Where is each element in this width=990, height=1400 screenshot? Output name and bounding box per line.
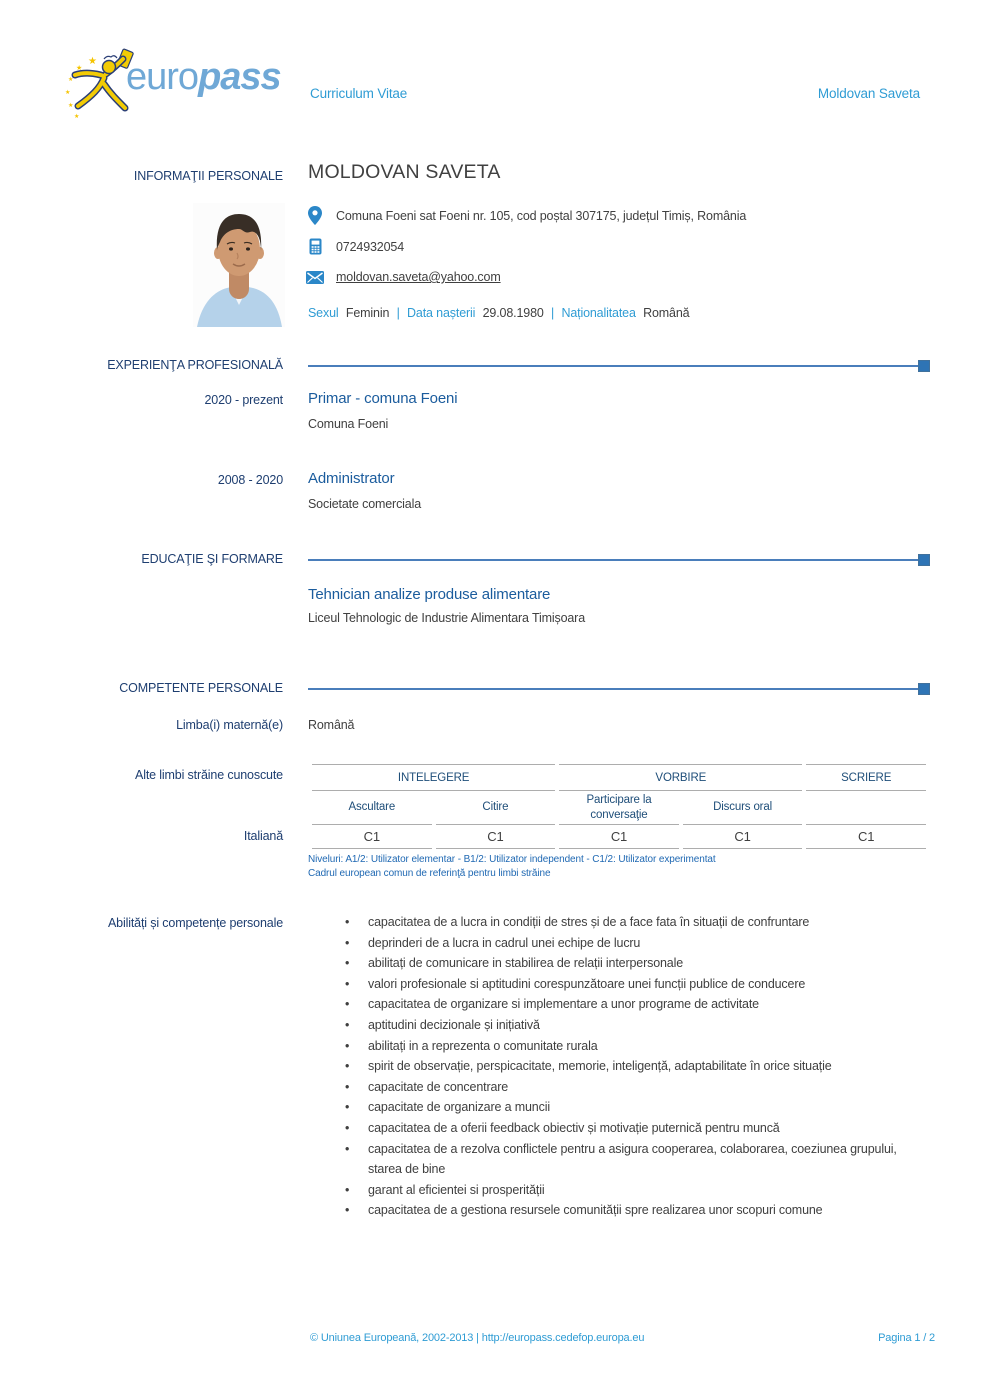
address-text: Comuna Foeni sat Foeni nr. 105, cod poștal 307175, județul Timiș, România <box>336 209 747 223</box>
email-link[interactable]: moldovan.saveta@yahoo.com <box>336 270 501 284</box>
birth-date-label: Data nașterii <box>407 306 476 320</box>
skill-item: • abilitați de comunicare in stabilirea de relații interpersonale <box>308 953 933 974</box>
mother-tongue-label: Limba(i) maternă(e) <box>176 718 283 732</box>
language-skills-table <box>308 764 930 849</box>
education-organization: Liceul Tehnologic de Industrie Alimentara Timișoara <box>308 611 585 625</box>
rule-end-square <box>918 683 930 695</box>
europass-logo-text <box>126 56 281 99</box>
rule-line <box>308 559 918 561</box>
sub-header-listening: Ascultare <box>312 791 432 825</box>
section-rule <box>308 683 930 695</box>
footer-copyright: © Uniunea Europeană, 2002-2013 | http://europass.cedefop.europa.eu <box>310 1332 645 1344</box>
mother-tongue-value: Română <box>308 718 355 732</box>
group-header-speaking: VORBIRE <box>559 764 802 791</box>
skill-item: • capacitatea de a gestiona resursele comunității spre realizarea unor scopuri comune <box>308 1200 933 1221</box>
skill-item: • abilitați in a reprezenta o comunitate rurala <box>308 1036 933 1057</box>
skills-label: Abilități și competențe personale <box>107 916 283 930</box>
skill-item: • capacitate de concentrare <box>308 1077 933 1098</box>
level-cell: C1 <box>683 825 803 849</box>
skill-item: • capacitatea de organizare si implementare a unor programe de activitate <box>308 994 933 1015</box>
levels-note-line1: Niveluri: A1/2: Utilizator elementar - B1/2: Utilizator independent - C1/2: Utilizator experimentat <box>308 854 716 865</box>
section-rule <box>308 360 930 372</box>
rule-end-square <box>918 554 930 566</box>
experience-title: Primar - comuna Foeni <box>308 390 458 407</box>
skill-item: • capacitatea de a rezolva conflictele pentru a asigura cooperarea, colaborarea, coeziunea grupului, starea de bine <box>308 1139 933 1180</box>
table-group-header-row <box>312 764 926 791</box>
document-subtitle: Curriculum Vitae <box>310 86 408 101</box>
sex-value: Feminin <box>345 306 390 320</box>
language-name: Italiană <box>243 829 283 843</box>
location-pin-icon <box>308 206 322 230</box>
section-rule <box>308 554 930 566</box>
logo-euro: euro <box>126 56 199 98</box>
envelope-icon <box>306 271 324 289</box>
education-title: Tehnician analize produse alimentare <box>308 586 551 603</box>
birth-date-value: 29.08.1980 <box>482 306 544 320</box>
svg-text:★: ★ <box>88 56 97 67</box>
experience-organization: Comuna Foeni <box>308 417 389 431</box>
separator: | <box>396 306 400 320</box>
sex-label: Sexul <box>308 306 339 320</box>
sub-header-empty <box>806 791 926 825</box>
section-label-personal-info: INFORMAŢII PERSONALE <box>133 169 283 183</box>
section-label-experience: EXPERIENŢA PROFESIONALĂ <box>107 358 283 372</box>
skill-item: • garant al eficientei si prosperității <box>308 1180 933 1201</box>
level-cell: C1 <box>312 825 432 849</box>
sub-header-conversation: Participare la conversaţie <box>559 791 679 825</box>
levels-note-line2: Cadrul european comun de referinţă pentru limbi străine <box>308 868 551 879</box>
demographics-line <box>308 306 689 320</box>
skill-item: • spirit de observație, perspicacitate, memorie, inteligență, adaptabilitate în orice situație <box>308 1056 933 1077</box>
sub-header-reading: Citire <box>436 791 556 825</box>
experience-title: Administrator <box>308 470 395 487</box>
level-cell: C1 <box>806 825 926 849</box>
sub-header-oral: Discurs oral <box>683 791 803 825</box>
skill-item: • deprinderi de a lucra in cadrul unei echipe de lucru <box>308 933 933 954</box>
svg-text:★: ★ <box>74 113 80 118</box>
level-cell: C1 <box>559 825 679 849</box>
nationality-value: Română <box>643 306 690 320</box>
svg-text:★: ★ <box>76 64 83 72</box>
skills-list <box>308 912 933 1221</box>
header-author-name: Moldovan Saveta <box>817 86 920 101</box>
skill-item: • capacitatea de a lucra in condiții de stres și de a face fata în situații de confruntare <box>308 912 933 933</box>
experience-period: 2008 - 2020 <box>217 473 283 487</box>
nationality-label: Naționalitatea <box>561 306 636 320</box>
section-label-education: EDUCAŢIE ŞI FORMARE <box>141 552 283 566</box>
group-header-understanding: INTELEGERE <box>312 764 555 791</box>
phone-text: 0724932054 <box>336 240 405 254</box>
other-languages-label: Alte limbi străine cunoscute <box>135 768 283 782</box>
level-cell: C1 <box>436 825 556 849</box>
logo-pass: pass <box>198 56 281 98</box>
separator: | <box>551 306 555 320</box>
svg-text:★: ★ <box>65 89 71 96</box>
skill-item: • valori profesionale si aptitudini corespunzătoare unei funcții publice de conducere <box>308 974 933 995</box>
svg-text:★: ★ <box>68 76 74 83</box>
svg-text:★: ★ <box>68 102 74 109</box>
skill-item: • capacitatea de a oferii feedback obiectiv și motivație puternică pentru muncă <box>308 1118 933 1139</box>
skill-item: • aptitudini decizionale și inițiativă <box>308 1015 933 1036</box>
footer-page-number: Pagina 1 / 2 <box>878 1332 935 1344</box>
section-label-competences: COMPETENTE PERSONALE <box>119 681 283 695</box>
rule-end-square <box>918 360 930 372</box>
cv-full-name: MOLDOVAN SAVETA <box>308 161 501 183</box>
table-level-row <box>312 825 926 849</box>
experience-period: 2020 - prezent <box>204 393 283 407</box>
profile-photo <box>193 203 285 332</box>
mobile-phone-icon <box>309 238 322 260</box>
table-sub-header-row <box>312 791 926 825</box>
rule-line <box>308 688 918 690</box>
group-header-writing: SCRIERE <box>806 764 926 791</box>
experience-organization: Societate comerciala <box>308 497 422 511</box>
rule-line <box>308 365 918 367</box>
skill-item: • capacitate de organizare a muncii <box>308 1097 933 1118</box>
